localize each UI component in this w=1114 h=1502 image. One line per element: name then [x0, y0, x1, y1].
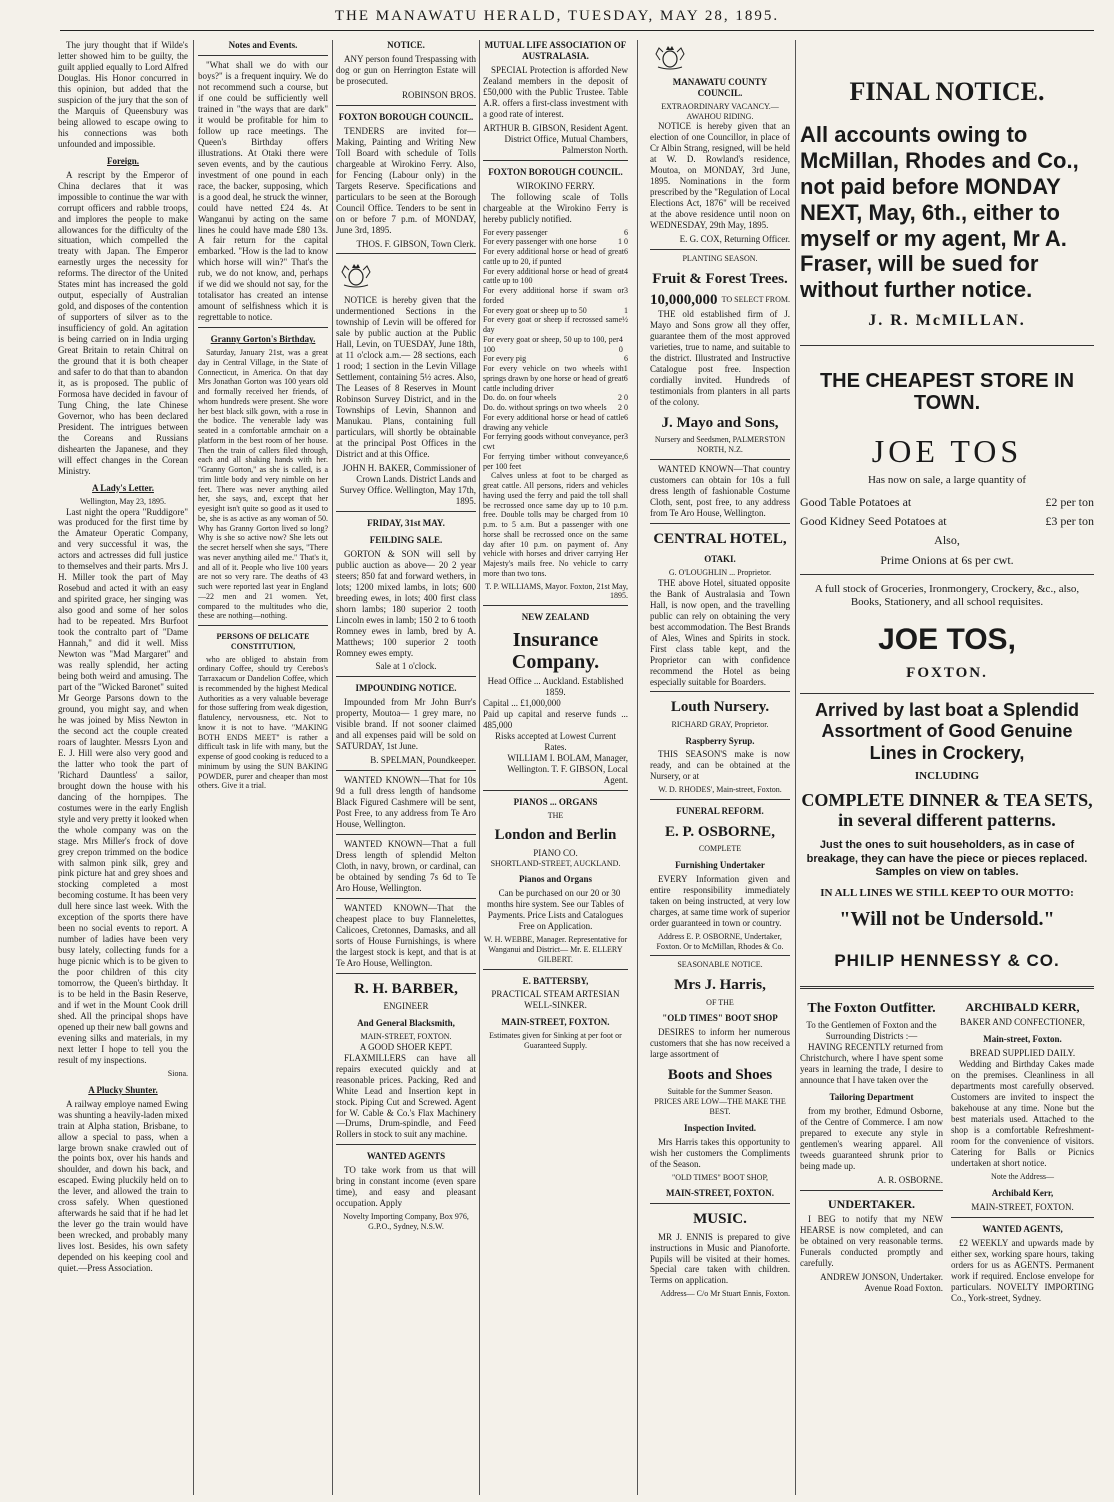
fruit-body: THE old established firm of J. Mayo and Sons grow all they offer, guarantee them of the most approved varieties, true to name, and suitable to the district. Illustrated and Instructive Catalogue post free. Inspection cordially invited. Hundreds of testimonials from planters in all parts of the colony.: [650, 309, 790, 408]
final-notice-heading: FINAL NOTICE.: [849, 77, 1045, 106]
divider: [650, 691, 790, 692]
notes-heading: Notes and Events.: [228, 40, 298, 50]
crockery-heading: Arrived by last boat a Splendid Assortment of Good Genuine Lines in Crockery,: [814, 699, 1080, 763]
toll-row: For every additional horse or head of cattle drawing any vehicle 6: [483, 412, 628, 432]
harris-body: DESIRES to inform her numerous customers that she has now received a large assortment of: [650, 1027, 790, 1060]
divider: [800, 986, 1094, 989]
piano-address: SHORTLAND-STREET, AUCKLAND.: [490, 858, 621, 868]
royal-crest-icon: [650, 44, 690, 70]
kerr-body: Wedding and Birthday Cakes made on the premises. Cleanliness in all departments most carefully observed. Customers are invited to inspect the bakehouse at any time. None but the best materials used. Attached to the shop is a comfortable Refreshment-room for the convenience of visitors. Catering for Balls or Picnics undertaken at short notice.: [951, 1059, 1094, 1169]
raspberry-signature: W. D. RHODES', Main-street, Foxton.: [658, 785, 782, 795]
divider: [336, 973, 476, 974]
nz-insurance-title: Insurance Company.: [511, 629, 600, 673]
persons-body: who are obliged to abstain from ordinary Coffee, should try Cerebos's Tarraxacum or Dandelion Coffee, which is recommended by the highest Medical Authorities as a very valuable beverage for those suffering from weak digestion, flatulency, nervousness, etc. Not to know it is not to have. "MAKING BOTH ENDS MEET" is rather a difficult task in life with many, but the expense of good cooking is reduced to a minimum by using the SUN BAKING POWDER, purer and cheaper than most others. Give it a trial.: [198, 654, 328, 791]
notice-signature: ROBINSON BROS.: [401, 89, 476, 100]
harris-shop: "OLD TIMES" BOOT SHOP: [662, 1013, 778, 1024]
barber-sub: ENGINEER: [383, 1001, 429, 1012]
ferry-body: The following scale of Tolls chargeable at the Wirokino Ferry is hereby publicly notified.: [483, 191, 628, 224]
motto-intro: IN ALL LINES WE STILL KEEP TO OUR MOTTO:: [820, 887, 1074, 900]
piano-the: THE: [547, 810, 564, 820]
nz-insurance-heading: NEW ZEALAND: [521, 612, 590, 623]
divider: [198, 625, 328, 626]
notes-body: "What shall we do with our boys?" is a frequent inquiry. We do not recommend such a course, but if one could be sufficiently well trained in "the ways that are dark" it would be profitable for him to follow up race meetings. The Queen's Birthday offers illustrations. At Otaki there were seven events, and by the cautious investment of one pound in each race, the backer, supposing, which is a good deal, he struck the winner, could have netted £24 4s. At Wanganui by acting on the same lines he could have made £80 13s. A fair return for the capital embarked. "How is the lad to know which horse will win?" That's the rub, we do not know, and, perhaps if we did we should not say, for the totalisator has created an intense amount of selfishness which it is regrettable to notice.: [198, 59, 328, 323]
wanted-agents-body: £2 WEEKLY and upwards made by either sex, working spare hours, taking orders for us as AGENTS. Permanent work if required. Enclose envelope for particulars. NOVELTY IMPORTING Co., York-street, Sydney.: [951, 1237, 1094, 1303]
feilding-body: GORTON & SON will sell by public auction as above— 20 2 year steers; 850 fat and forward wethers, in lots; 1200 mixed lambs, in lots; 600 breeding ewes, in lots; 400 first class shorn lambs; 180 superior 2 tooth Lincoln ewes in lamb; 150 2 to 6 tooth Romney ewes in lamb, bred by A. Matthews; 100 superior 2 tooth Romney ewes empty.: [336, 548, 476, 658]
divider: [483, 969, 628, 970]
tailoring-heading: Tailoring Department: [829, 1091, 914, 1102]
harris-heading: Mrs J. Harris,: [674, 977, 766, 994]
kerr-address: Main-street, Foxton.: [983, 1034, 1062, 1045]
nz-insurance-reserve: Paid up capital and reserve funds ... 485,000: [483, 708, 628, 730]
toll-row: For every pig 6: [483, 354, 628, 364]
barber-sub2: And General Blacksmith,: [357, 1017, 455, 1028]
foxton-council-heading: FOXTON BOROUGH COUNCIL.: [338, 111, 474, 122]
impounding-body: Impounded from Mr John Burr's property, Moutoa— 1 grey mare, no visible brand. If not sooner claimed and all expenses paid will be sold on SATURDAY, 1st June.: [336, 697, 476, 752]
joe-tos-sale: Has now on sale, a large quantity of: [867, 473, 1027, 486]
toll-row: For every goat or sheep up to 50 1: [483, 305, 628, 315]
hotel-proprietor: G. O'LOUGHLIN ... Proprietor.: [668, 568, 772, 578]
divider: [336, 511, 476, 512]
final-notice-body: All accounts owing to McMillan, Rhodes and Co., not paid before MONDAY NEXT, May, 6th., either to myself or my agent, Mr A. Fraser, will be sued for without further notice.: [800, 121, 1079, 303]
lady-letter-heading: A Lady's Letter.: [92, 482, 154, 493]
divider: [800, 693, 1094, 694]
divider: [650, 459, 790, 460]
feilding-heading: FEILDING SALE.: [369, 534, 443, 545]
kerr-ad: [951, 994, 1094, 1307]
raspberry-heading: Raspberry Syrup.: [685, 735, 755, 746]
joe-tos-stock: A full stock of Groceries, Ironmongery, Crockery, &c., also, Books, Stationery, and all school requisites.: [814, 582, 1080, 609]
kerr-address-2: MAIN-STREET, FOXTON.: [971, 1201, 1074, 1212]
outfitter-heading: The Foxton Outfitter.: [807, 1000, 936, 1016]
foxton-council-body: TENDERS are invited for—Making, Painting and Writing New Toll Board with schedule of Tolls chargeable at Wirokino Ferry. Also, for Fencing (Labour only) in the Targets Reserve. Specifications and particulars to be seen at the Borough Council Office. Tenders to be sent in on or before 7 p.m. of MONDAY, June 3rd, 1895.: [336, 125, 476, 235]
toll-row: For every additional horse or head of great cattle up to 20, if punted 6: [483, 247, 628, 266]
divider: [198, 327, 328, 328]
toll-row: For every additional horse if swam or forded 3: [483, 286, 628, 305]
mutual-body: SPECIAL Protection is afforded New Zealand members in the deposit of £50,000 with the Public Trustee. Table A.R. offers a first-class investment with a good rate of interest.: [483, 64, 628, 119]
barber-body: FLAXMILLERS can have all repairs executed quickly and at reasonable prices. Packing, Red and White Lead and Insertion kept in stock. Piping Cut and Screwed. Agent for W. Cable & Co.'s Flax Machinery—Drums, Drum-spindle, and Feed Rollers in stock to suit any machine.: [336, 1052, 476, 1140]
column-rule: [479, 40, 480, 1495]
divider: [800, 574, 1094, 575]
divider: [483, 790, 628, 791]
ferry-notes: Calves unless at foot to be charged as great cattle. All persons, riders and vehicles having used the ferry and paid the toll shall be recrossed once same day up to 10 p.m. free. Double tolls may be charged from 10 p.m. to 5 a.m. But a passenger with one horse shall be recrossed once on the same day after 10 p.m. on payment of. Any vehicle with horses and driver carrying Her Majesty's mails free. No vehicle to carry more than two tons.: [483, 471, 628, 578]
kerr-heading-2: Archibald Kerr,: [991, 1187, 1054, 1198]
divider: [650, 1203, 790, 1204]
fruit-count: 10,000,000: [650, 292, 718, 309]
raspberry-body: THIS SEASON'S make is now ready, and can be obtained at the Nursery, or at: [650, 749, 790, 782]
inspect-heading: Inspection Invited.: [683, 1122, 756, 1133]
column-1: [58, 40, 188, 1495]
ferry-sub: WIROKINO FERRY.: [516, 180, 595, 191]
kerr-note: Note the Address—: [990, 1172, 1055, 1182]
divider: [800, 1190, 943, 1191]
louth-heading: Louth Nursery.: [670, 699, 770, 716]
ferry-heading: FOXTON BOROUGH COUNCIL.: [488, 166, 623, 177]
boots-heading: Boots and Shoes: [667, 1067, 773, 1084]
music-signature: Address— C/o Mr Stuart Ennis, Foxton.: [660, 1289, 790, 1299]
harris-of: OF THE: [706, 997, 734, 1007]
feilding-time: Sale at 1 o'clock.: [375, 661, 437, 672]
toll-row: Do. do. on four wheels 2 0: [483, 393, 628, 403]
funeral-heading: FUNERAL REFORM.: [676, 806, 764, 817]
divider: [650, 955, 790, 956]
outfitter-body-2: from my brother, Edmund Osborne, of the Centre of Commerce. I am now prepared to execute any style in gentlemen's wearing apparel. All tweeds guaranteed shrunk prior to being made up.: [800, 1105, 943, 1171]
foreign-heading: Foreign.: [106, 155, 140, 166]
undertaker-body: I BEG to notify that my NEW HEARSE is now completed, and can be obtained on very reasonable terms. Funerals conducted promptly and carefully.: [800, 1214, 943, 1268]
mutual-signature: ARTHUR B. GIBSON, Resident Agent. District Office, Mutual Chambers, Palmerston North.: [483, 122, 628, 155]
barber-address: MAIN-STREET, FOXTON.: [360, 1031, 452, 1041]
column-rule: [193, 40, 194, 1495]
mayo-sub: Nursery and Seedsmen, PALMERSTON NORTH, N.Z.: [654, 435, 786, 455]
dinner-sets: COMPLETE DINNER & TEA SETS, in several different patterns.: [801, 789, 1093, 831]
divider: [650, 799, 790, 800]
column-2: [198, 40, 328, 1495]
osborne-heading: E. P. OSBORNE,: [665, 824, 775, 841]
notice-body: ANY person found Trespassing with dog or gun on Herrington Estate will be prosecuted.: [336, 53, 476, 86]
wanted-known-3: WANTED KNOWN—That the cheapest place to buy Flannelettes, Calicoes, Cretonnes, Damasks, and all sorts of House Furnishings, is where the largest stock is kept, and that is at Te Aro House, Wellington.: [336, 902, 476, 968]
hotel-sub: OTAKI.: [704, 554, 736, 565]
lady-letter-signature: Siona.: [167, 1068, 188, 1078]
tolls-list: [483, 228, 628, 472]
nz-insurance-office: Head Office ... Auckland. Established 1859.: [487, 676, 624, 697]
shop-name: "OLD TIMES" BOOT SHOP,: [671, 1172, 769, 1182]
column-3: [336, 40, 476, 1495]
joe-tos-also: Also,: [934, 532, 960, 547]
inspect-body: Mrs Harris takes this opportunity to wish her customers the Compliments of the Season.: [650, 1136, 790, 1169]
joe-tos-foxton: FOXTON.: [906, 665, 988, 682]
barber-heading: R. H. BARBER,: [354, 980, 458, 997]
nz-insurance-signature: WILLIAM I. BOLAM, Manager, Wellington. T. F. GIBSON, Local Agent.: [507, 752, 628, 785]
impounding-signature: B. SPELMAN, Poundkeeper.: [370, 755, 476, 766]
battersby-note: Estimates given for Sinking at per foot or Guaranteed Supply.: [489, 1031, 622, 1051]
battersby-heading: E. BATTERSBY,: [522, 975, 589, 986]
osborne-signature: Address E. P. OSBORNE, Undertaker, Foxton. Or to McMillan, Rhodes & Co.: [656, 931, 784, 951]
persons-heading: PERSONS OF DELICATE CONSTITUTION,: [216, 632, 310, 651]
piano-heading: PIANOS ... ORGANS: [513, 796, 598, 807]
hennessy-heading: PHILIP HENNESSY & CO.: [834, 951, 1060, 971]
masthead: THE MANAWATU HERALD, TUESDAY, MAY 28, 1895.: [334, 8, 780, 24]
crockery-suit: Just the ones to suit householders, as in case of breakage, they can have the piece or pieces replaced. Samples on view on tables.: [806, 839, 1088, 878]
divider: [951, 1217, 1094, 1218]
music-body: MR J. ENNIS is prepared to give instructions in Music and Pianoforte. Pupils will be visited at their homes. Special care taken with children. Terms on application.: [650, 1231, 790, 1286]
joe-tos-onions: Prime Onions at 6s per cwt.: [880, 553, 1014, 568]
masthead-rule: [60, 30, 1094, 31]
seasonable-heading: SEASONABLE NOTICE.: [677, 960, 763, 970]
divider: [650, 523, 790, 524]
notice-heading: NOTICE.: [387, 40, 425, 50]
boots-sub: Suitable for the Summer Season.: [667, 1087, 773, 1097]
column-rule: [637, 40, 638, 1495]
column-rule: [332, 40, 333, 1495]
divider: [336, 1144, 476, 1145]
cheapest-store-heading: THE CHEAPEST STORE IN TOWN.: [819, 369, 1075, 414]
joe-tos-heading: JOE TOS: [871, 432, 1023, 469]
hotel-heading: CENTRAL HOTEL,: [653, 530, 787, 547]
piano-signature: W. H. WEBBE, Manager. Representative for Wanganui and District— Mr. E. ELLERY GILBERT.: [483, 935, 628, 964]
divider: [800, 345, 1094, 346]
osborne-sub2: Furnishing Undertaker: [675, 860, 765, 871]
impounding-heading: IMPOUNDING NOTICE.: [355, 683, 457, 694]
toll-row: For every vehicle on two wheels with springs drawn by one horse or head of great cattle including driver 1 6: [483, 364, 628, 393]
kerr-sub: BAKER AND CONFECTIONER,: [960, 1017, 1085, 1028]
county-heading: MANAWATU COUNTY COUNCIL.: [672, 76, 768, 98]
louth-proprietor: RICHARD GRAY, Proprietor.: [671, 719, 769, 729]
column-4: [483, 40, 628, 1495]
mutual-heading: MUTUAL LIFE ASSOCIATION OF AUSTRALASIA.: [484, 40, 627, 61]
music-heading: MUSIC.: [693, 1211, 747, 1228]
toll-row: For every additional horse or head of great cattle up to 100 4: [483, 266, 628, 286]
piano-sub: Pianos and Organs: [518, 874, 593, 885]
agents-heading: WANTED AGENTS: [366, 1151, 446, 1162]
kerr-bread: BREAD SUPPLIED DAILY.: [969, 1048, 1076, 1059]
nz-insurance-risks: Risks accepted at Lowest Current Rates.: [495, 730, 616, 752]
lady-letter-date: Wellington, May 23, 1895.: [79, 496, 166, 506]
royal-crest-icon: [336, 262, 376, 288]
crockery-including: INCLUDING: [914, 770, 980, 783]
bottom-ads: [800, 994, 1094, 1307]
county-signature: E. G. COX, Returning Officer.: [679, 234, 790, 245]
piano-title: London and Berlin: [494, 827, 617, 844]
toll-row: For ferrying goods without conveyance, per cwt 3: [483, 432, 628, 452]
toll-row: For every passenger 6: [483, 227, 628, 237]
county-sub: EXTRAORDINARY VACANCY.— AWAHOU RIDING.: [661, 101, 779, 121]
column-6: [800, 40, 1094, 1495]
wanted-known-1: WANTED KNOWN—That for 10s 9d a full dress length of handsome Black Figured Cashmere will be sent, Post Free, to any address from Te Aro House, Wellington.: [336, 775, 476, 830]
divider: [336, 253, 476, 254]
hotel-body: THE above Hotel, situated opposite the Bank of Australasia and Town Hall, is now open, and the travelling public can rely on obtaining the very best accommodation. The Best Brands of Ales, Wines and Spirits in stock. First class table kept, and the Proprietor can with confidence recommend the Hotel as being especially suitable for Boarders.: [650, 577, 790, 687]
lady-letter-body: Last night the opera "Ruddigore" was produced for the first time by the Amateur Operatic Company, and very successful it was, the actors and actresses did full justice to themselves and their parts. Mrs J. H. Miller took the part of May Rosebud and acted it with an easy and spirited grace, her singing was also good and some of her solos had to be repeated. Mrs Burfoot took the contralto part of "Dame Hannah," and did it well. Miss Newton was "Mad Margaret" and was really splendid, her acting being both weird and amusing. The part of the "Wicked Baronet" suited Mr George Parsons down to the ground, you might say, and when he was joined by Miss Newton in the second act the couple created roars of laughter. Messrs Lyon and E. J. Hill were also very good and the latter who took the part of 'Richard Dauntless' a sailor, brought down the house with his dancing of the hornpipes. The costumes were in the early English style and very pretty it looked when the whole company was on the stage. Mrs Miller's frock of dove grey crepon trimmed on the bodice with salmon pink silk, grey and pink picture hat and grey shoes and stocking completed a most becoming costume. It has been very dull here since last week. With the exception of the sports there have been no social events to report. A number of ladies have been very busy lately, collecting funds for a huge picnic which is to be given to the poor children of this city tomorrow, the Queen's birthday. It is to be held in the Basin Reserve, and if wet in the Mount Cook drill shed. All the principal shops have opened up their new ball gowns and evening silks and materials, in my next letter I hope to tell you the result of my inspections.: [58, 506, 188, 1065]
divider: [483, 605, 628, 606]
planting-heading: PLANTING SEASON.: [682, 254, 758, 264]
nz-insurance-capital: Capital ... £1,000,000: [483, 697, 561, 708]
potato-row: Good Table Potatoes at £2 per ton: [800, 495, 1094, 510]
barber-shoer: A GOOD SHOER KEPT.: [359, 1041, 453, 1052]
fruit-select: TO SELECT FROM.: [721, 295, 790, 305]
outfitter-to: To the Gentlemen of Foxton and the Surrounding Districts :—: [806, 1019, 937, 1041]
outfitter-signature: A. R. OSBORNE.: [877, 1174, 943, 1185]
divider: [336, 770, 476, 771]
divider: [336, 105, 476, 106]
motto: "Will not be Undersold.": [839, 907, 1055, 930]
agents-body: TO take work from us that will bring in constant income (even spare time), and easy and pleasant occupation. Apply: [336, 1165, 476, 1209]
wilde-article: The jury thought that if Wilde's letter showed him to be guilty, the guilt applied equally to Lord Alfred Douglas. His Honor concurred in this opinion, but added that the suspicion of the jury that the son of the Marquis of Queensbury was being allowed to escape owing to his connections was both unfounded and impossible.: [58, 40, 188, 149]
wanted-known-2: WANTED KNOWN—That a full Dress length of splendid Melton Cloth, in navy, brown, or cardinal, can be obtained by sending 7s 6d to Te Aro House, Wellington.: [336, 839, 476, 893]
granny-heading: Granny Gorton's Birthday.: [210, 334, 316, 345]
boots-prices: PRICES ARE LOW—THE MAKE THE BEST.: [654, 1097, 786, 1116]
ferry-signature: T. P. WILLIAMS, Mayor. Foxton, 21st May, 1895.: [485, 581, 628, 601]
outfitter-ad: [800, 994, 943, 1307]
divider: [336, 676, 476, 677]
toll-row: Do. do. without springs on two wheels 2 0: [483, 403, 628, 413]
levin-sale-body: NOTICE is hereby given that the undermentioned Sections in the township of Levin will be offered for sale by public auction at the Public Hall, Levin, on TUESDAY, June 18th, at 11 o'clock a.m.— 28 sections, each 1 rood; 1 section in the Levin Village Settlement, containing 5½ acres. Also, The Leases of 8 Reserves in Mount Robinson Survey District, and in the Townships of Levin, Shannon and Manukau. Plans, containing full particulars, will shortly be obtainable at the principal Post Offices in the District and at this Office.: [336, 295, 476, 459]
kerr-heading: ARCHIBALD KERR,: [965, 999, 1080, 1014]
foreign-article: A rescript by the Emperor of China declares that it was impossible to continue the war with corrupt officers and rabble troops, and implores the people to make allowances for the difficulty of the situation, which compelled the treaty with Japan. The Emperor earnestly urges the necessity for reforms. The director of the United States mint has increased the gold output, especially of Australian gold, and disposes of the contention of supporters of silver as to the insufficiency of gold. An agitation is being carried on in India urging Great Britain to retain Chitral on the ground that it is both cheaper and safer to do that than to abandon it, as is proposed. The public of Formosa have decided in favour of Tung Ching, the late Chinese Governor, who has been declared President. The intrigues between the Coreans and Russians dishearten the Japanese, and they will effect changes in the Corean Ministry.: [58, 169, 188, 476]
agents-signature: Novelty Importing Company, Box 976, G.P.O., Sydney, N.S.W.: [343, 1212, 469, 1232]
battersby-trade: PRACTICAL STEAM ARTESIAN WELL-SINKER.: [491, 989, 620, 1011]
levin-sale-signature: JOHN H. BAKER, Commissioner of Crown Lands. District Lands and Survey Office. Wellington, May 17th, 1895.: [339, 462, 476, 506]
plucky-shunter-body: A railway employe named Ewing was shunting a heavily-laden mixed train at Alpha station, Brisbane, to allow a special to pass, when a large brown snake crawled out of the points box, over his hands and shoulder, and down his back, and escaped. Ewing pluckily held on to the lever, and allowed the train to cross safely. When questioned afterwards he said that if he had let the lever go the train would have been wrecked, and probably many lives lost. Besides, his own safety depended on his keeping cool and quiet.—Press Association.: [58, 1098, 188, 1274]
divider: [483, 160, 628, 161]
divider: [650, 249, 790, 250]
piano-body: Can be purchased on our 20 or 30 months hire system. See our Tables of Payments. Price Lists and Catalogues Free on Application.: [487, 888, 624, 932]
plucky-shunter-heading: A Plucky Shunter.: [88, 1084, 158, 1095]
divider: [198, 55, 328, 56]
shop-address: MAIN-STREET, FOXTON.: [666, 1188, 774, 1199]
toll-row: For ferrying timber without conveyance, per 100 feet 6: [483, 451, 628, 471]
potato-row: Good Kidney Seed Potatoes at £3 per ton: [800, 513, 1094, 528]
osborne-sub: COMPLETE: [698, 844, 742, 854]
column-rule: [795, 40, 796, 1495]
mayo-heading: J. Mayo and Sons,: [661, 415, 779, 432]
undertaker-heading: UNDERTAKER.: [827, 1196, 916, 1211]
final-notice-signature: J. R. McMILLAN.: [868, 312, 1026, 330]
toll-row: For every goat or sheep, 50 up to 100, per 100 4 0: [483, 334, 623, 354]
fruit-count-row: [650, 291, 790, 309]
granny-body: Saturday, January 21st, was a great day in Central Village, in the State of Connecticut, in America. On that day Mrs Jonathan Gorton was 100 years old and formally received her friends, of whom hundreds were present. She wore her best black silk gown, with a rose in the bodice. The venerable lady was seated in a comfortable armchair on a platform in the best room of her house. Then the train of callers filed through, each and all shaking hands with her. "Granny Gorton," as she is called, is a trim little body and very nimble on her feet. There was never anything ailed her, she says, and, except that her eyesight isn't quite so good as it used to be, she is as active as any woman of 50. Why has Granny Gorton lived so long? Why is she so active now? She lets out the secret herself when she says, "There was never anything ailed me." That's it, and all of it. People who live 100 years are not so very rare. The deaths of 43 such were reported last year in England—22 men and 21 women. Yet, compared to the multitudes who die, these are nothing—nothing.: [198, 348, 328, 621]
piano-co: PIANO CO.: [533, 847, 578, 858]
joe-tos-heading-2: JOE TOS,: [878, 622, 1016, 656]
divider: [336, 834, 476, 835]
fruit-heading: Fruit & Forest Trees.: [652, 270, 788, 287]
county-body: NOTICE is hereby given that an election of one Councillor, in place of Cr Albin Strang, resigned, will be held at W. D. Rowland's residence, Moutoa, on MONDAY, 3rd June, 1895. Nominations in the form prescribed by the "Regulation of Local Elections Act, 1876" will be received at the above residence until noon on WEDNESDAY, 29th May, 1895.: [650, 121, 790, 231]
osborne-body: EVERY Information given and entire responsibility immediately taken on being instructed, at very low charges, at same time work of superior order guaranteed in town or country.: [650, 874, 790, 928]
column-5: [650, 40, 790, 1495]
wanted-agents-heading: WANTED AGENTS,: [982, 1223, 1063, 1234]
battersby-address: MAIN-STREET, FOXTON.: [501, 1017, 610, 1028]
toll-row: For every passenger with one horse 1 0: [483, 237, 628, 247]
outfitter-body: HAVING RECENTLY returned from Christchurch, where I have spent some years in learning the trade, I desire to announce that I have taken over the: [800, 1041, 943, 1085]
wanted-known: WANTED KNOWN—That country customers can obtain for 10s a full dress length of fashionable Costume Cloth, sent, post free, to any address from Te Aro House, Wellington.: [650, 463, 790, 518]
divider: [336, 898, 476, 899]
foxton-council-signature: THOS. F. GIBSON, Town Clerk.: [356, 238, 476, 249]
toll-row: For every goat or sheep if recrossed same day ½: [483, 315, 628, 335]
friday-heading: FRIDAY, 31st MAY.: [367, 517, 445, 528]
undertaker-signature: ANDREW JONSON, Undertaker. Avenue Road Foxton.: [820, 1271, 943, 1293]
